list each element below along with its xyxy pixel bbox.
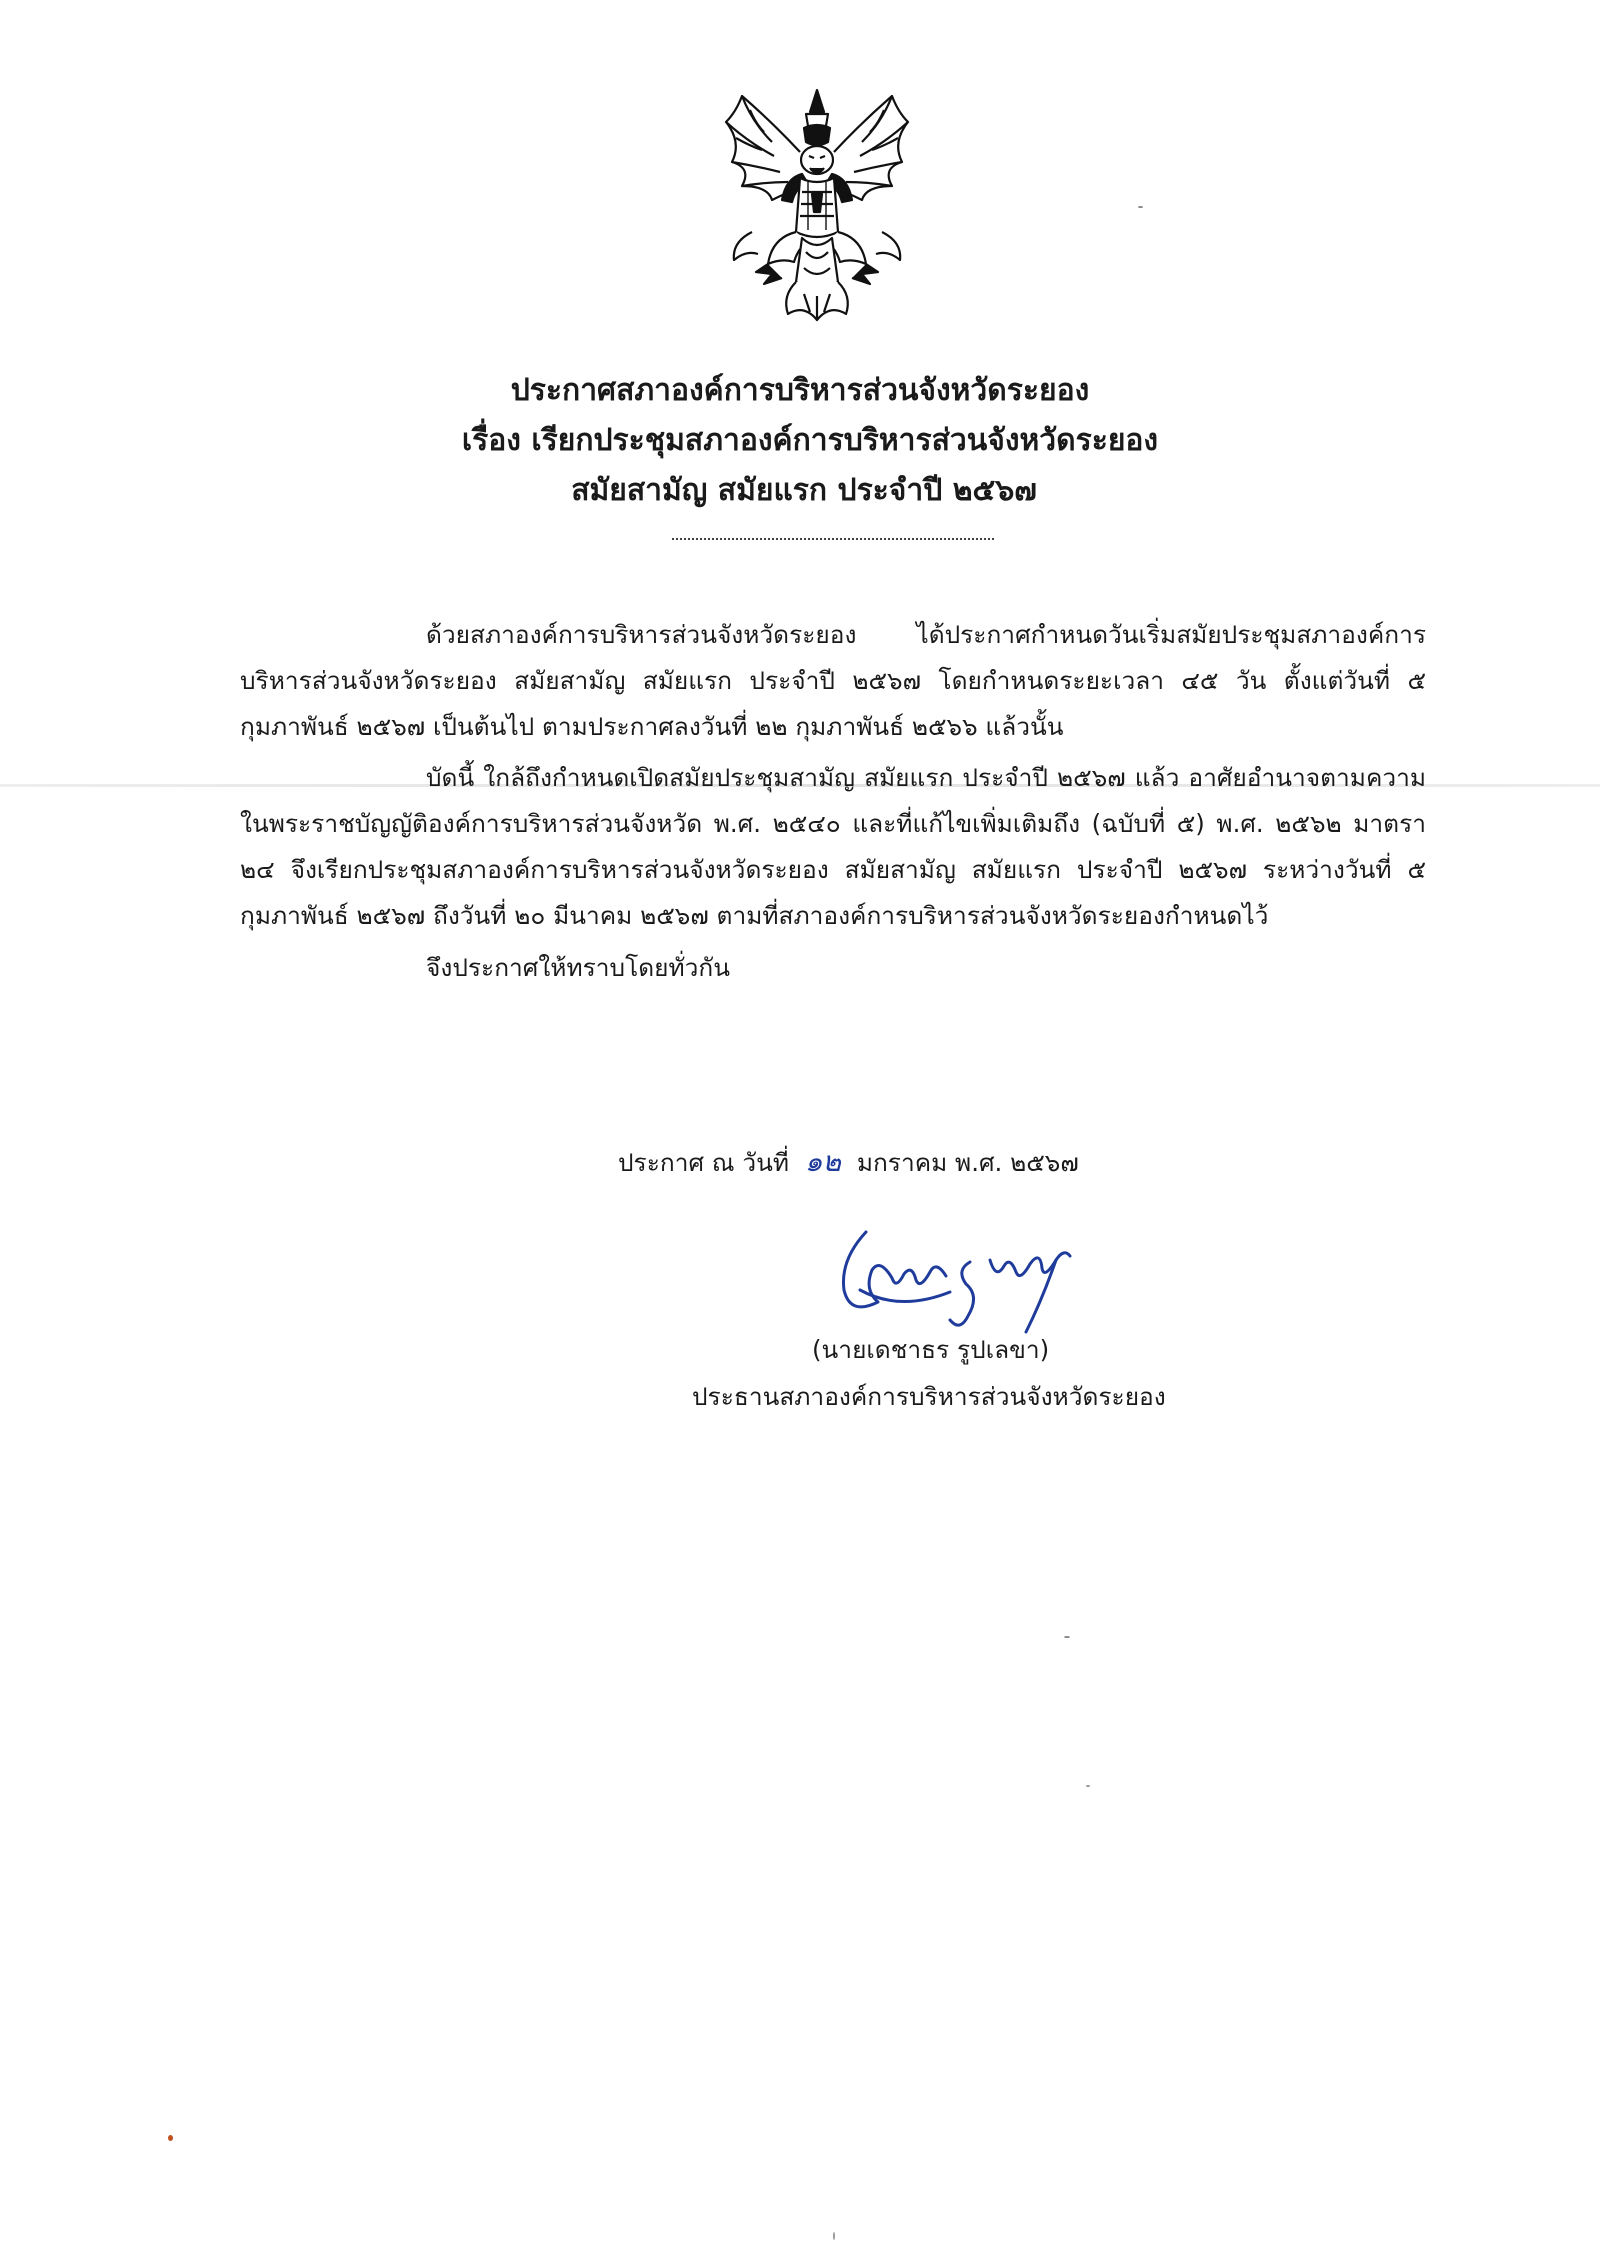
scan-speck: [1086, 1785, 1090, 1787]
body-paragraph-2: บัดนี้ ใกล้ถึงกำหนดเปิดสมัยประชุมสามัญ สมัยแรก ประจำปี ๒๕๖๗ แล้ว อาศัยอำนาจตามความในพระราชบัญญัติองค์การบริหารส่วนจังหวัด พ.ศ. ๒๕๔๐ และที่แก้ไขเพิ่มเติมถึง (ฉบับที่ ๕) พ.ศ. ๒๕๖๒ มาตรา ๒๔ จึงเรียกประชุมสภาองค์การบริหารส่วนจังหวัดระยอง สมัยสามัญ สมัยแรก ประจำปี ๒๕๖๗ ระหว่างวันที่ ๕ กุมภาพันธ์ ๒๕๖๗ ถึงวันที่ ๒๐ มีนาคม ๒๕๖๗ ตามที่สภาองค์การบริหารส่วนจังหวัดระยองกำหนดไว้: [240, 763, 1426, 930]
closing-statement: จึงประกาศให้ทราบโดยทั่วกัน: [426, 953, 730, 982]
body-paragraph-1: ด้วยสภาองค์การบริหารส่วนจังหวัดระยอง ได้ประกาศกำหนดวันเริ่มสมัยประชุมสภาองค์การบริหารส่วนจังหวัดระยอง สมัยสามัญ สมัยแรก ประจำปี ๒๕๖๗ โดยกำหนดระยะเวลา ๔๕ วัน ตั้งแต่วันที่ ๕ กุมภาพันธ์ ๒๕๖๗ เป็นต้นไป ตามประกาศลงวันที่ ๒๒ กุมภาพันธ์ ๒๕๖๖ แล้วนั้น: [240, 620, 1426, 741]
signer-name: (นายเดชาธร รูปเลขา): [812, 1335, 1050, 1364]
scan-speck: [168, 2135, 173, 2141]
scan-speck: [833, 2232, 835, 2240]
signature-mark: [820, 1220, 1090, 1340]
announcement-session: สมัยสามัญ สมัยแรก ประจำปี ๒๕๖๗: [571, 473, 1037, 508]
signer-position: ประธานสภาองค์การบริหารส่วนจังหวัดระยอง: [692, 1382, 1166, 1411]
announcement-title: ประกาศสภาองค์การบริหารส่วนจังหวัดระยอง: [510, 373, 1090, 408]
date-suffix: มกราคม พ.ศ. ๒๕๖๗: [856, 1148, 1079, 1177]
scan-speck: [1138, 206, 1143, 208]
garuda-emblem-icon: [712, 82, 922, 327]
title-divider: [672, 538, 994, 540]
title-block: [0, 366, 1600, 516]
handwritten-day: ๑๒: [804, 1145, 842, 1178]
announcement-body: [240, 612, 1426, 991]
scan-speck: [1064, 1636, 1070, 1638]
announcement-subject: เรื่อง เรียกประชุมสภาองค์การบริหารส่วนจังหวัดระยอง: [461, 423, 1159, 458]
date-prefix: ประกาศ ณ วันที่: [618, 1148, 789, 1177]
announcement-date: [618, 1140, 1079, 1184]
